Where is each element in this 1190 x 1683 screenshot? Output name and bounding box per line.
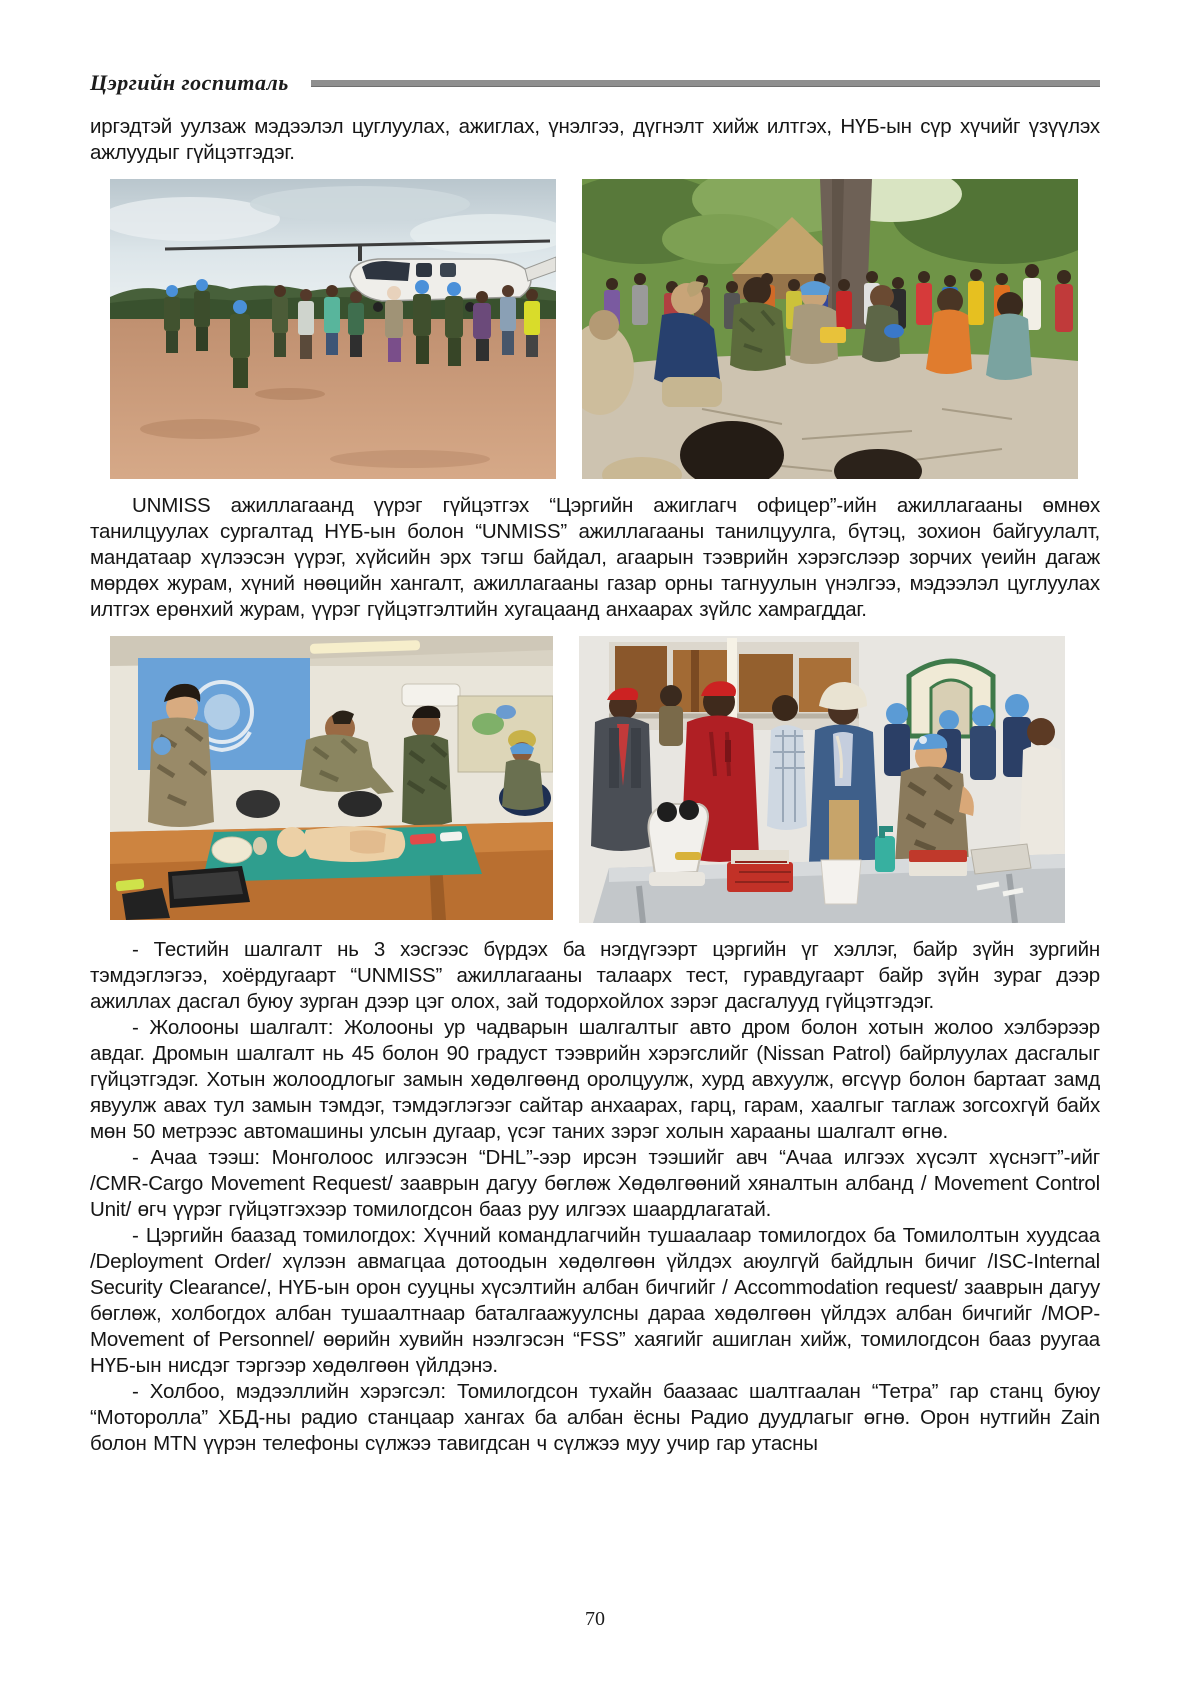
page-header bbox=[90, 70, 1100, 96]
paragraph-deployment: - Цэргийн баазад томилогдох: Хүчний командлагчийн тушаалаар томилогдох ба Томилолтын хуудсаа /Deployment Order/ хүлээн авмагцаа дотоодын хөдөлгөөн үйлдэх аюулгүй байдлын бичиг /ISC-Internal Security Clearance/, НҮБ-ын орон сууцны хүсэлтийн албан бичгийг / Accommodation request/ зааврын дагуу бөглөж, холбогдох албан тушаалтнаар баталгаажуулсны дараа хөдөлгөөн үйлдэх албан бичгийг /MOP-Movement of Personnel/ өөрийн хувийн нээлгэсэн “FSS” хаягийг ашиглан хийж, томилогдсон бааз руугаа НҮБ-ын нисдэг тэргээр хөдөлгөөн үйлдэнэ. bbox=[90, 1224, 1100, 1377]
paragraph-intro: иргэдтэй уулзаж мэдээлэл цуглуулах, ажиглах, үнэлгээ, дүгнэлт хийж илтгэх, НҮБ-ын сүр хүчийг үзүүлэх ажлуудыг гүйцэтгэдэг. bbox=[90, 115, 1100, 164]
paragraph-unmiss-training: UNMISS ажиллагаанд үүрэг гүйцэтгэх “Цэргийн ажиглагч офицер”-ийн ажиллагааны өмнөх танилцуулах сургалтад НҮБ-ын болон “UNMISS” ажиллагааны танилцуулга, бүтэц, зохион байгуулалт, мандатаар хүлээсэн үүрэг, хүйсийн эрх тэгш байдал, агаарын тээврийн хэрэгслээр зорчих үеийн дагаж мөрдөх журам, хүний нөөцийн хангалт, ажиллагааны газар орны тагнуулын үнэлгээ, мэдээлэл цуглуулах илтгэх ерөнхий журам, үүрэг гүйцэтгэлтийн хугацаанд анхаарах зүйлс хамрагддаг. bbox=[90, 494, 1100, 621]
page-number: 70 bbox=[585, 1608, 605, 1630]
photo-cpr-training-image bbox=[110, 636, 553, 920]
paragraph-communications: - Холбоо, мэдээллийн хэрэгсэл: Томилогдсон тухайн баазаас шалтгаалан “Тетра” гар станц буюу “Моторолла” ХБД-ны радио станцаар хангах ба албан ёсны Радио дуудлагыг өгнө. Орон нутгийн Zain болон MTN үүрэн телефоны сүлжээ тавигдсан ч сүлжээ муу учир гар утасны bbox=[90, 1380, 1100, 1455]
photo-helicopter-field-image bbox=[110, 179, 556, 479]
photo-village-meeting bbox=[582, 179, 1078, 479]
paragraph-test-exam: - Тестийн шалгалт нь 3 хэсгээс бүрдэх ба нэгдүгээрт цэргийн үг хэллэг, байр зүйн зургийн тэмдэглэгээ, хоёрдугаарт “UNMISS” ажиллагааны талаарх тест, гуравдугаарт байр зүйн зураг дээр ажиллах дасгал буюу зурган дээр цэг олох, зай тодорхойлох зэрэг дасгалууд гүйцэтгэдэг. bbox=[90, 938, 1100, 1013]
paragraph-driving-exam: - Жолооны шалгалт: Жолооны ур чадварын шалгалтыг авто дром болон хотын жолоо хэлбэрээр авдаг. Дромын шалгалт нь 45 болон 90 градуст тээврийн хэрэгслийг (Nissan Patrol) байрлуулах дасгалыг гүйцэтгэдэг. Хотын жолоодлогыг замын хөдөлгөөнд оролцуулж, хурд авхуулж, өгсүүр болон бартаат замд явуулж авах тул замын тэмдэг, тэмдэглэгээг сайтар анхаарах, гарц, гарам, хаалгыг таглаж зогсохгүй байх мөн 50 метрээс автомашины улсын дугаар, үсэг таних зэрэг холын харааны шалгалт өгнө. bbox=[90, 1016, 1100, 1143]
photo-cpr-training bbox=[110, 636, 553, 920]
page-header-title: Цэргийн госпиталь bbox=[90, 70, 289, 95]
photo-helicopter-field bbox=[110, 179, 556, 479]
photo-village-meeting-image bbox=[582, 179, 1078, 479]
header-rule bbox=[311, 80, 1100, 87]
photo-lab-visit bbox=[579, 636, 1065, 923]
paragraph-cargo: - Ачаа тээш: Монголоос илгээсэн “DHL”-ээр ирсэн тээшийг авч “Ачаа илгээх хүсэлт хүснэгт”-ийг /CMR-Cargo Movement Request/ зааврын дагуу бөглөж Хөдөлгөөний хяналтын албанд / Movement Control Unit/ өгч үүрэг гүйцэтгэхээр томилогдсон бааз руу илгээх шаардлагатай. bbox=[90, 1146, 1100, 1221]
photo-row-1 bbox=[110, 179, 1100, 479]
photo-lab-visit-image bbox=[579, 636, 1065, 923]
photo-row-2 bbox=[110, 636, 1100, 923]
